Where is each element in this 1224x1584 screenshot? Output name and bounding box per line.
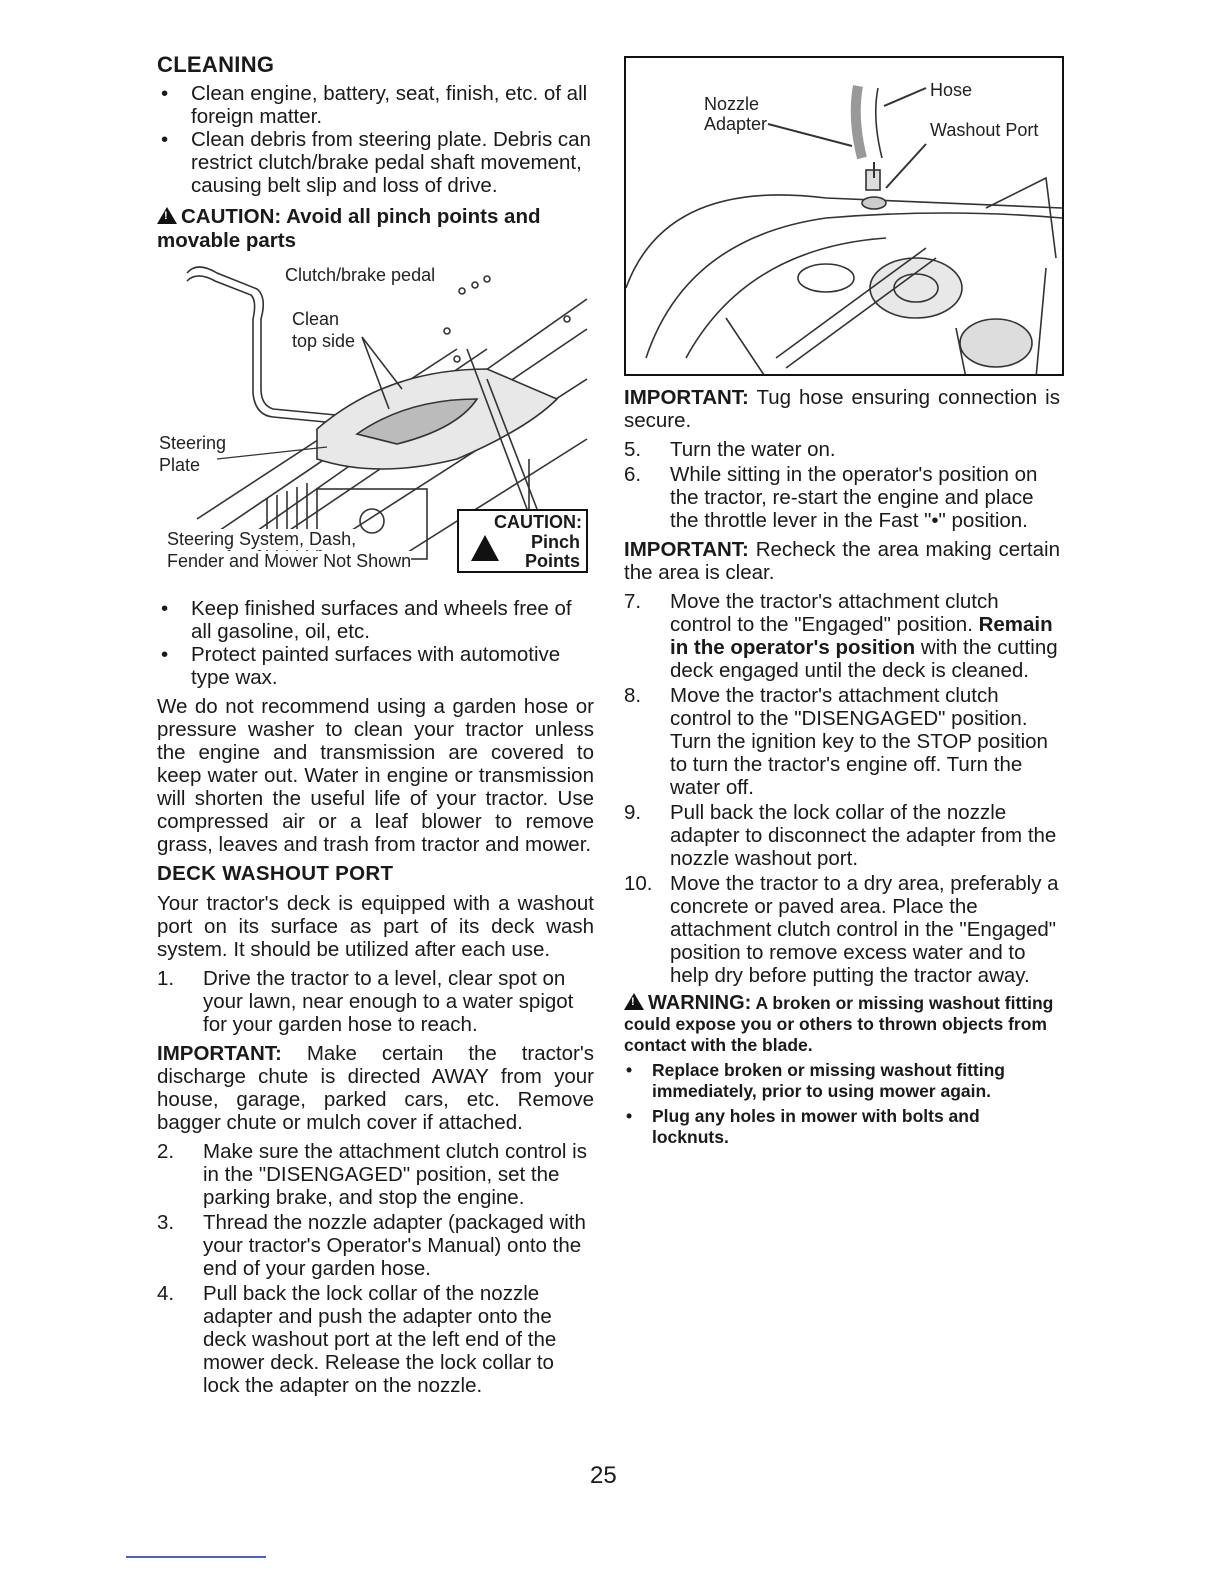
step-5: [624, 438, 1060, 461]
warning-triangle-icon: [624, 993, 644, 1010]
step-4: [157, 1282, 594, 1397]
important-label: IMPORTANT:: [157, 1042, 282, 1065]
step-number: 2.: [157, 1140, 175, 1163]
list-item: • Protect painted surfaces with automotive type wax.: [161, 643, 561, 689]
step-number: 1.: [157, 967, 175, 990]
step-9: [624, 801, 1060, 870]
label-clutch-brake-pedal: Clutch/brake pedal: [285, 265, 436, 285]
step-1: [157, 967, 594, 1036]
step-emphasis: Remain in the operator's position: [670, 613, 1053, 659]
label-plate: Plate: [159, 455, 201, 475]
washout-port-figure: [624, 56, 1064, 376]
label-washout-port: Washout Port: [930, 120, 1039, 140]
caution-box-title: CAUTION:: [494, 512, 582, 532]
list-item: • Plug any holes in mower with bolts and locknuts.: [626, 1106, 980, 1147]
label-clean: Clean: [292, 309, 340, 329]
right-column: [624, 56, 1060, 1152]
washout-port-illustration: [626, 58, 1062, 374]
step-number: 3.: [157, 1211, 175, 1234]
caution-box-line1: Pinch: [530, 532, 580, 552]
step-number: 9.: [624, 801, 642, 824]
important-note: [624, 386, 1060, 432]
caution-notice: [157, 205, 594, 253]
important-label: IMPORTANT:: [624, 538, 749, 561]
step-number: 10.: [624, 872, 653, 895]
step-text: Thread the nozzle adapter (packaged with your tractor's Operator's Manual) onto the end of your garden hose.: [203, 1211, 586, 1280]
deck-washout-heading: DECK WASHOUT PORT: [157, 862, 394, 885]
warning-notice: [624, 993, 1060, 1056]
step-text: Make sure the attachment clutch control is in the "DISENGAGED" position, set the parking brake, and stop the engine.: [203, 1140, 587, 1209]
list-item: • Clean debris from steering plate. Debris can restrict clutch/brake pedal shaft movement, causing belt slip and loss of drive.: [161, 128, 591, 197]
caution-text: CAUTION: Avoid all pinch points and movable parts: [157, 205, 541, 252]
bullet-text: Clean debris from steering plate. Debris can restrict clutch/brake pedal shaft movement, causing belt slip and loss of drive.: [191, 128, 591, 197]
bullet-text: Keep finished surfaces and wheels free of all gasoline, oil, etc.: [191, 597, 572, 643]
step-8: [624, 684, 1060, 799]
list-item: • Replace broken or missing washout fitting immediately, prior to using mower again.: [626, 1060, 1005, 1101]
step-text: Drive the tractor to a level, clear spot on your lawn, near enough to a water spigot for your garden hose to reach.: [203, 967, 574, 1036]
caution-pinch-points-box: [457, 509, 588, 573]
step-number: 4.: [157, 1282, 175, 1305]
step-7: [624, 590, 1060, 682]
step-number: 7.: [624, 590, 642, 613]
warning-triangle-icon: [471, 535, 499, 561]
step-6: [624, 463, 1060, 532]
cleaning-paragraph: We do not recommend using a garden hose or pressure washer to clean your tractor unless the engine and transmission are covered to keep water out. Water in engine or transmission will shorten the useful life of your tractor. Use compressed air or a leaf blower to remove grass, leaves and trash from tractor and mower.: [157, 695, 594, 856]
steering-plate-figure: [157, 259, 597, 591]
important-note: [624, 538, 1060, 584]
bullet-text: Clean engine, battery, seat, finish, etc. of all foreign matter.: [191, 82, 588, 128]
step-2: [157, 1140, 594, 1209]
step-number: 5.: [624, 438, 642, 461]
warning-label: WARNING:: [648, 992, 752, 1014]
deck-intro: Your tractor's deck is equipped with a washout port on its surface as part of its deck wash system. It should be utilized after each use.: [157, 892, 594, 961]
label-nozzle: Nozzle: [704, 94, 760, 114]
step-text: Move the tractor to a dry area, preferably a concrete or paved area. Place the attachment clutch control in the "Engaged" position to remove excess water and to help dry before putting the tractor away.: [670, 872, 1059, 987]
caution-triangle-icon: [157, 207, 177, 224]
label-not-shown-1: Steering System, Dash,: [167, 529, 357, 549]
left-column: [157, 52, 594, 1399]
bullet-text: Plug any holes in mower with bolts and locknuts.: [652, 1106, 980, 1147]
step-number: 8.: [624, 684, 642, 707]
important-text: Recheck the area making certain the area is clear.: [624, 538, 1060, 584]
list-item: • Clean engine, battery, seat, finish, etc. of all foreign matter.: [161, 82, 588, 128]
label-steering: Steering: [159, 433, 227, 453]
step-text: Pull back the lock collar of the nozzle adapter and push the adapter onto the deck washout port at the left end of the mower deck. Release the lock collar to lock the adapter on the nozzle.: [203, 1282, 557, 1397]
bullet-text: Protect painted surfaces with automotive type wax.: [191, 643, 561, 689]
important-text: Tug hose ensuring connection is secure.: [624, 386, 1060, 432]
step-number: 6.: [624, 463, 642, 486]
page-number: 25: [590, 1462, 617, 1489]
caution-box-line2: Points: [524, 551, 580, 571]
label-hose: Hose: [930, 80, 973, 100]
list-item: • Keep finished surfaces and wheels free of all gasoline, oil, etc.: [161, 597, 572, 643]
step-text: Pull back the lock collar of the nozzle adapter to disconnect the adapter from the nozzle washout port.: [670, 801, 1057, 870]
step-text: While sitting in the operator's position on the tractor, re-start the engine and place the throttle lever in the Fast "•" position.: [670, 463, 1038, 532]
warning-text: A broken or missing washout fitting could expose you or others to thrown objects from contact with the blade.: [624, 993, 1054, 1055]
important-label: IMPORTANT:: [624, 386, 749, 409]
step-text: Move the tractor's attachment clutch control to the "DISENGAGED" position. Turn the ignition key to the STOP position to turn the tractor's engine off. Turn the water off.: [670, 684, 1048, 799]
label-adapter: Adapter: [704, 114, 768, 134]
label-top-side: top side: [292, 331, 356, 351]
label-not-shown-2: Fender and Mower Not Shown: [167, 551, 412, 571]
step-text-cont: with the cutting deck engaged until the deck is cleaned.: [670, 636, 1058, 682]
step-10: [624, 872, 1060, 987]
cleaning-heading: CLEANING: [157, 52, 275, 77]
step-3: [157, 1211, 594, 1280]
important-text: Make certain the tractor's discharge chute is directed AWAY from your house, garage, parked cars, etc. Remove bagger chute or mulch cover if attached.: [157, 1042, 594, 1134]
step-text: Turn the water on.: [670, 438, 836, 461]
step-text: Move the tractor's attachment clutch control to the "Engaged" position.: [670, 590, 999, 636]
important-note: [157, 1042, 594, 1134]
footer-rule: [126, 1556, 266, 1558]
bullet-text: Replace broken or missing washout fitting immediately, prior to using mower again.: [652, 1060, 1005, 1101]
